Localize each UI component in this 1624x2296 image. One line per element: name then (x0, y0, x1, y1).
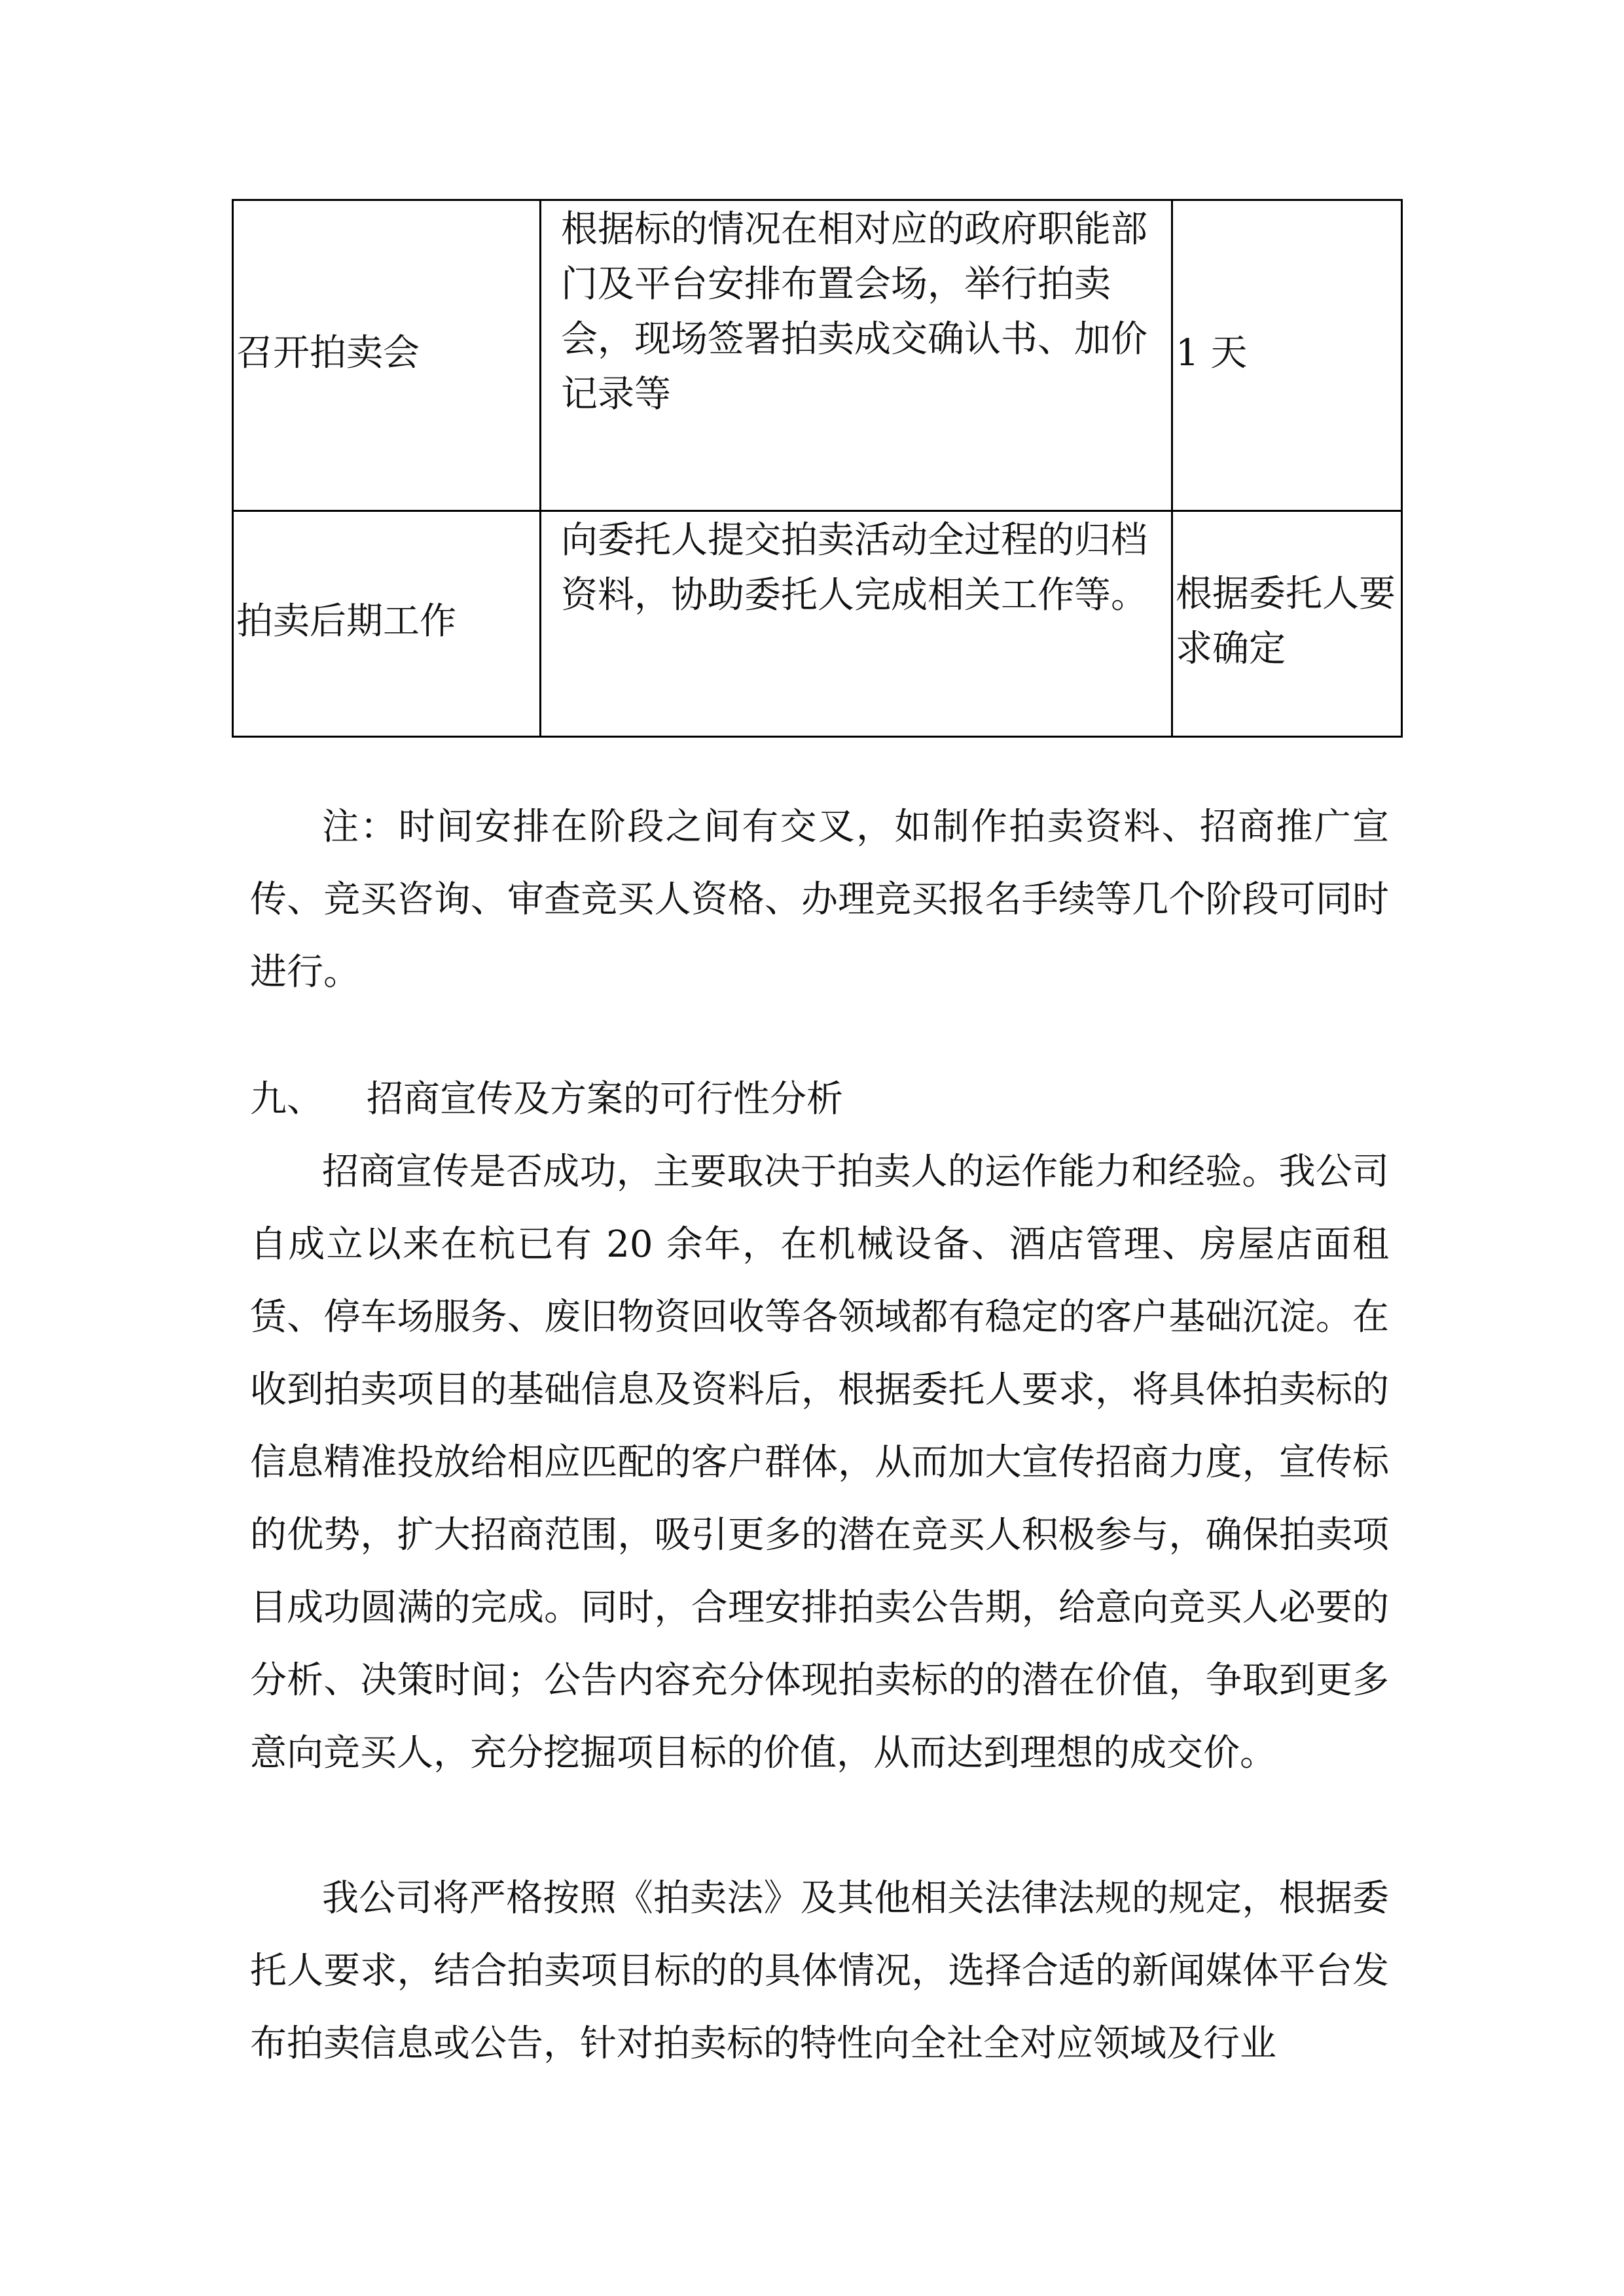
table-row (233, 200, 1402, 511)
note-paragraph: 注：时间安排在阶段之间有交叉，如制作拍卖资料、招商推广宣传、竞买咨询、审查竞买人资格、办理竞买报名手续等几个阶段可同时进行。 (250, 806, 1389, 994)
stage-cell: 召开拍卖会 (233, 200, 541, 511)
stage-cell: 拍卖后期工作 (233, 511, 541, 737)
section-heading (250, 1063, 843, 1136)
body-paragraph-1: 招商宣传是否成功，主要取决于拍卖人的运作能力和经验。我公司自成立以来在杭已有 20 余年，在机械设备、酒店管理、房屋店面租赁、停车场服务、废旧物资回收等各领域都有稳定的客户基础沉淀。在收到拍卖项目的基础信息及资料后，根据委托人要求，将具体拍卖标的信息精准投放给相应匹配的客户群体，从而加大宣传招商力度，宣传标的优势，扩大招商范围，吸引更多的潜在竞买人积极参与，确保拍卖项目成功圆满的完成。同时，合理安排拍卖公告期，给意向竞买人必要的分析、决策时间；公告内容充分体现拍卖标的的潜在价值，争取到更多意向竞买人，充分挖掘项目标的价值，从而达到理想的成交价。 (250, 1151, 1389, 1774)
section-number: 九、 (250, 1078, 323, 1121)
schedule-table (232, 199, 1403, 738)
section-title: 招商宣传及方案的可行性分析 (367, 1078, 843, 1121)
description-cell: 根据标的情况在相对应的政府职能部门及平台安排布置会场，举行拍卖会，现场签署拍卖成交确认书、加价记录等 (541, 200, 1172, 511)
table-row (233, 511, 1402, 737)
duration-cell: 1 天 (1172, 200, 1402, 511)
body-paragraph-2: 我公司将严格按照《拍卖法》及其他相关法律法规的规定，根据委托人要求，结合拍卖项目标的的具体情况，选择合适的新闻媒体平台发布拍卖信息或公告，针对拍卖标的特性向全社全对应领域及行业 (250, 1877, 1389, 2065)
description-cell: 向委托人提交拍卖活动全过程的归档资料，协助委托人完成相关工作等。 (541, 511, 1172, 737)
duration-cell: 根据委托人要求确定 (1172, 511, 1402, 737)
